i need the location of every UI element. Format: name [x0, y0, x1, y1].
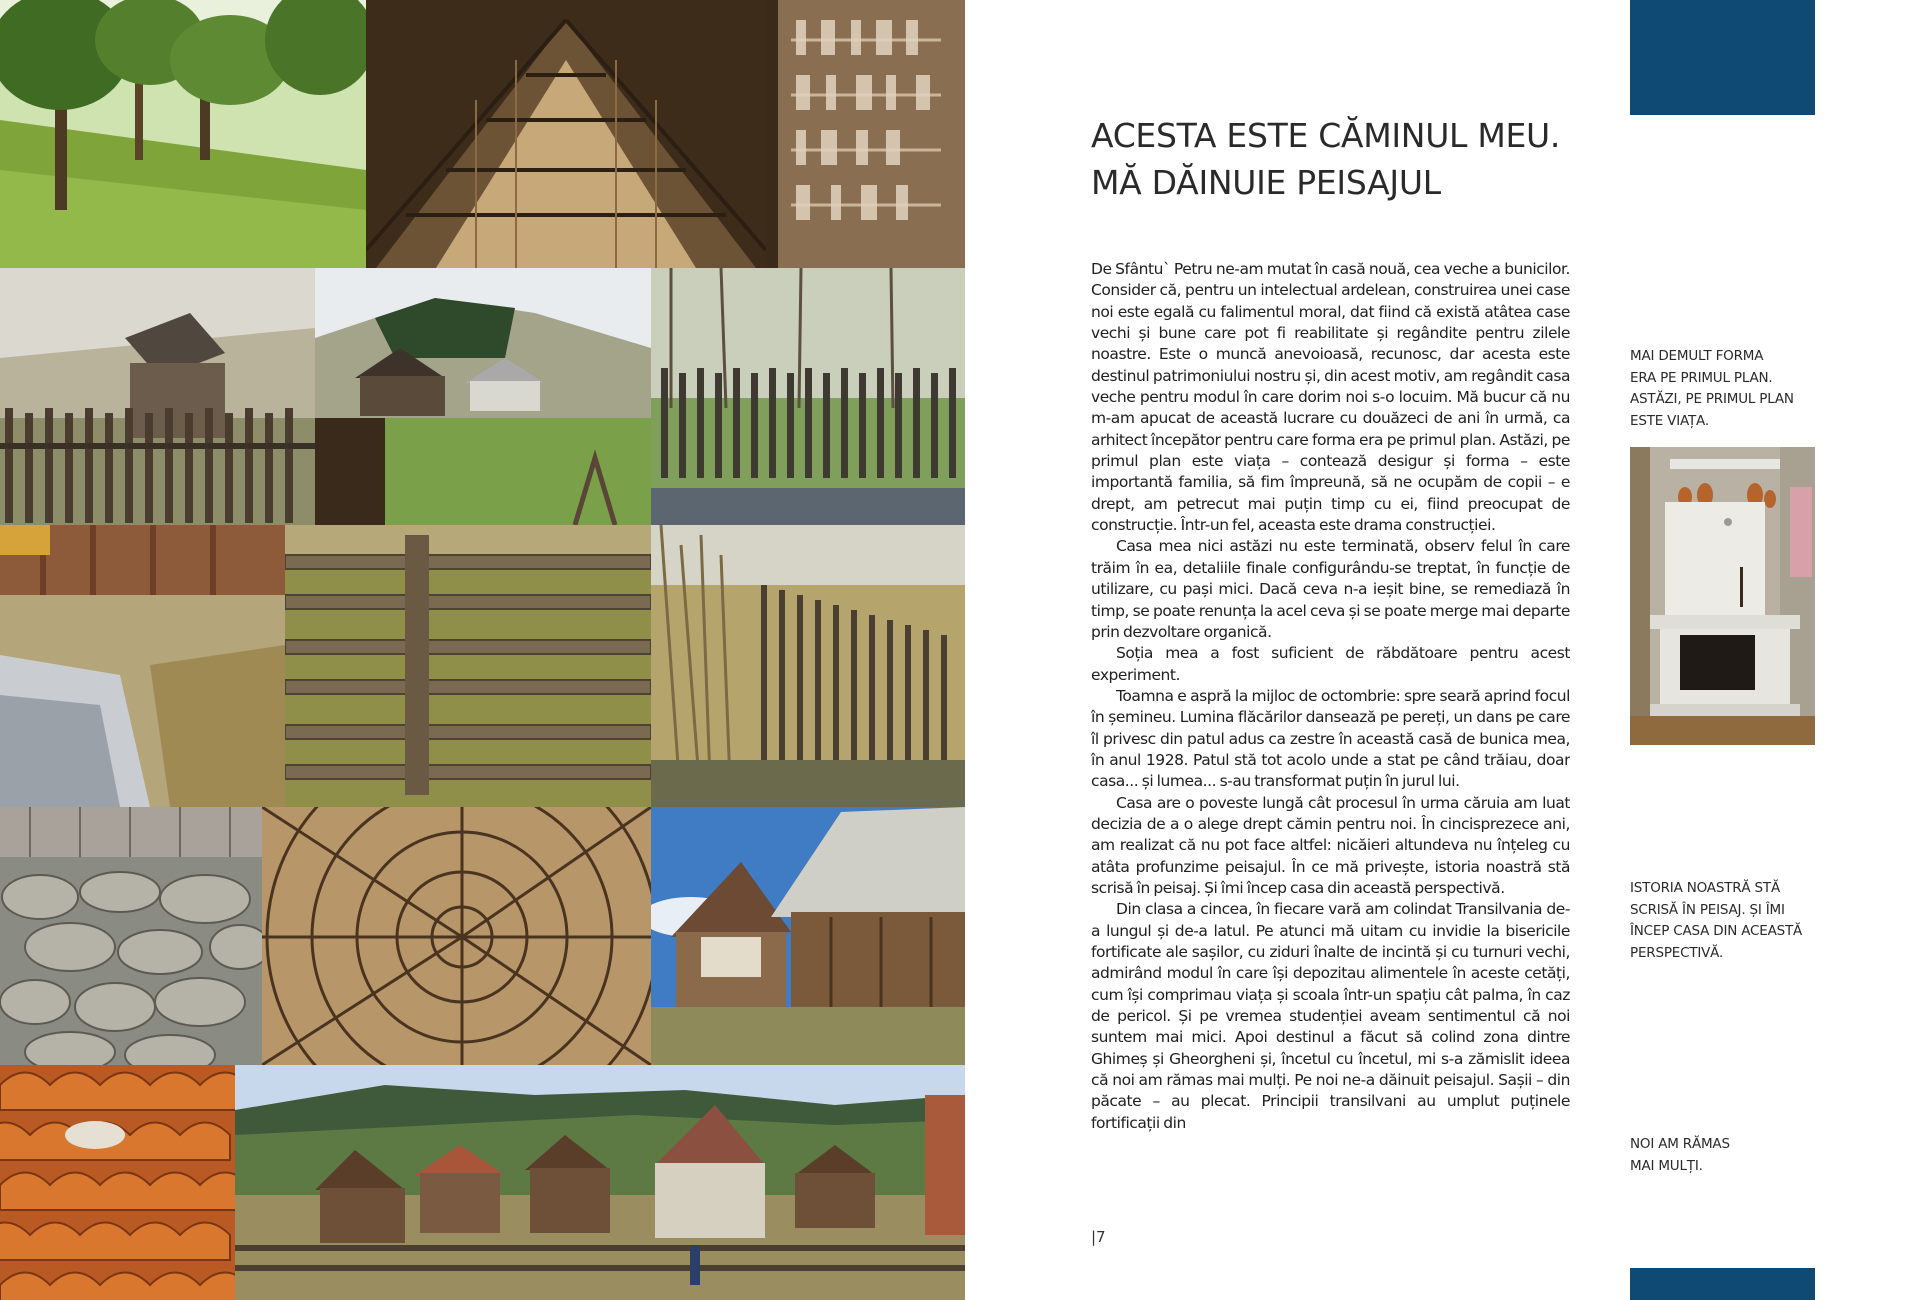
photo-village-houses-hill: [315, 268, 651, 525]
side-note-line: ISTORIA NOASTRĂ STĂ: [1630, 880, 1781, 896]
side-note-we-remained: [1630, 1134, 1830, 1177]
photo-clay-roof-tiles: [0, 1065, 235, 1300]
title-line-1: ACESTA ESTE CĂMINUL MEU.: [1091, 116, 1561, 155]
paragraph-6: Din clasa a cincea, în fiecare vară am colindat Transilvania de-a lungul și de-a latul. Pe atunci mă uitam cu invidie la bisericile fortificate ale sașilor, cu ziduri înalte de incintă și cu turnuri vechi, admirând modul în care își depozitau alimentele în aceste cetăți, cum își comprimau viața și scoala într-un spațiu cât palma, în caz de pericol. Și pe vremea studenției aveam sentimentul că noi suntem mai mici. Apoi destinul a făcut să colind zona dintre Ghimeș și Gheorgheni și, încetul cu încetul, mi s-a zămislit ideea că noi am rămas mai mulți. Pe noi ne-a dăinuit peisajul. Sașii – din păcate – au plecat. Principii transilvani au umplut puținele fortificații din: [1091, 900, 1570, 1132]
side-note-line: NOI AM RĂMAS: [1630, 1136, 1730, 1152]
side-note-line: MAI DEMULT FORMA: [1630, 348, 1764, 364]
photo-barn-roof-rafters: [366, 0, 766, 268]
photo-carved-wooden-beam: [766, 0, 965, 268]
paragraph-2: Casa mea nici astăzi nu este terminată, observ felul în care trăim în ea, detaliile finale configurându-se treptat, în funcție de utilizare, cu pași mici. Dacă ceva n-a ieșit bine, se remediază în timp, se poate renunța la acel ceva și se poate merge mai departe prin dezvoltare organică.: [1091, 537, 1570, 641]
body-text: [1091, 259, 1570, 1199]
paragraph-4: Toamna e aspră la mijloc de octombrie: spre seară aprind focul în șemineu. Lumina flăcărilor dansează pe pereți, un dans pe care îl privesc din patul adus ca zestre în această casă de bunica mea, în anul 1928. Patul stă tot acolo unde a stat pe când trăiau, doar casa... și lumea... s-au transformat puțin în jurul lui.: [1091, 686, 1570, 791]
photo-barns-blue-sky: [651, 807, 965, 1065]
photo-picket-fence-trees: [651, 268, 965, 525]
paragraph-3: Soția mea a fost suficient de răbdătoare pentru acest experiment.: [1091, 644, 1570, 684]
side-note-line: ESTE VIAȚA.: [1630, 412, 1709, 429]
page-number: |7: [1091, 1228, 1106, 1246]
paragraph-1: De Sfântu` Petru ne-am mutat în casă nouă, cea veche a bunicilor. Consider că, pentru un intelectual ardelean, construirea unei case noi este egală cu falimentul moral, dat fiind că există atâtea case vechi și bune care pot fi reabilitate și regândite pentru zilele noastre. Este o muncă anevoioasă, recunosc, dar acesta este destinul patrimoniului nostru și, din acest motiv, am regândit casa veche pentru modul în care dorim noi s-o locuim. Mă bucur că nu m-am apucat de această lucrare cu douăzeci de ani în urmă, ca arhitect începător pentru care forma era pe primul plan. Astăzi, pe primul plan este viața – contează desigur și forma – este importantă familia, să fim împreună, să ne ocupăm de copii – e drept, am petrecut mai puțin timp cu ei, fiind preocupat de construcție. Într-un fel, aceasta este drama construcției.: [1091, 260, 1570, 535]
side-note-line: ÎNCEP CASA DIN ACEASTĂ: [1630, 923, 1803, 939]
photo-fence-reeds: [651, 525, 965, 807]
side-note-history-landscape: [1630, 878, 1830, 964]
side-note-line: PERSPECTIVĂ.: [1630, 944, 1724, 961]
photo-wooden-shed-with-fence: [0, 268, 315, 525]
photo-orchard-hillside: [0, 0, 366, 268]
side-note-line: SCRISĂ ÎN PEISAJ. ȘI ÎMI: [1630, 901, 1785, 918]
photo-cracked-tree-stump: [262, 807, 651, 1065]
photo-village-panorama-mountains: [235, 1065, 965, 1300]
paragraph-5: Casa are o poveste lungă cât procesul în urma căruia am luat decizia de a o alege drept cămin pentru noi. În cincisprezece ani, am realizat că nu pot face altfel: nicăieri altundeva nu înțeleg cu atâta profunzime peisajul. În ce mă privește, istoria noastră stă scrisă în peisaj. Și îmi încep casa din această perspectivă.: [1091, 793, 1570, 897]
photo-stone-wall-wood-siding: [0, 807, 262, 1065]
side-note-line: ASTĂZI, PE PRIMUL PLAN: [1630, 391, 1794, 407]
photo-rail-fence: [285, 525, 651, 807]
side-note-form-life: [1630, 346, 1830, 432]
side-note-line: MAI MULȚI.: [1630, 1157, 1703, 1174]
title-line-2: MĂ DĂINUIE PEISAJUL: [1091, 163, 1441, 202]
page-title: [1091, 112, 1611, 206]
photo-fireplace-interior: [1630, 447, 1815, 745]
photo-fence-along-creek: [0, 525, 285, 807]
accent-bar-bottom: [1630, 1268, 1815, 1300]
accent-bar-top: [1630, 0, 1815, 115]
side-note-line: ERA PE PRIMUL PLAN.: [1630, 369, 1773, 386]
